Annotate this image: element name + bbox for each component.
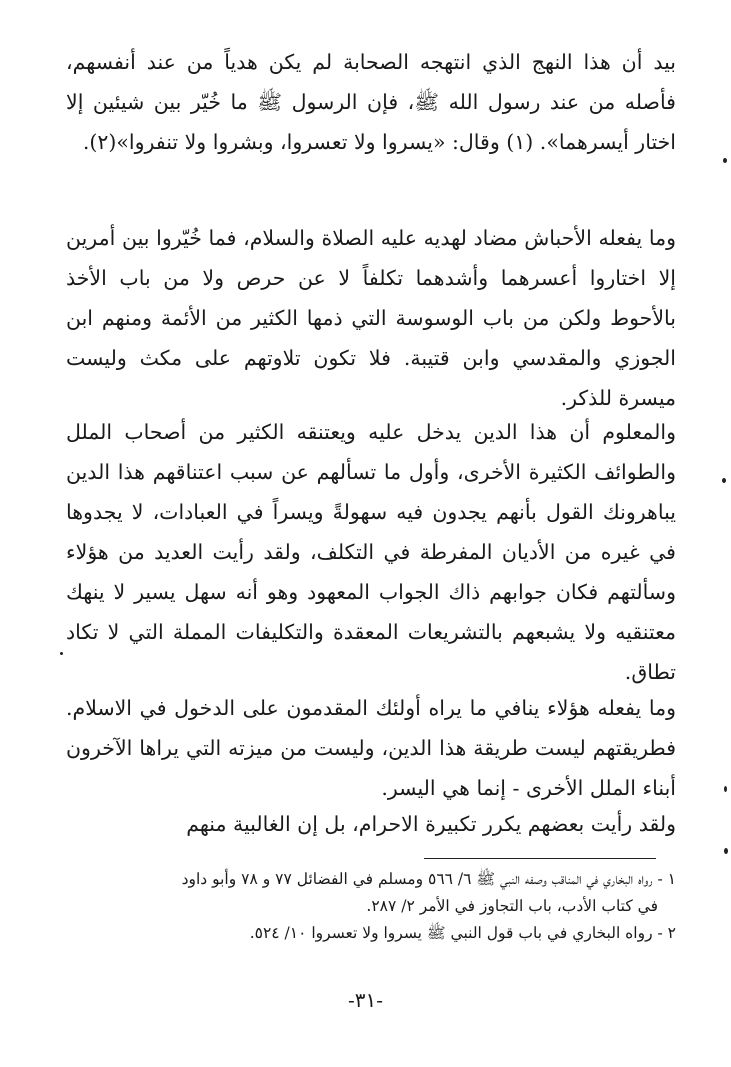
scan-speck (724, 786, 727, 792)
paragraph-1: بيد أن هذا النهج الذي انتهجه الصحابة لم يكن هدياً من عند أنفسهم، فأصله من عند رسول الله ﷺ، فإن الرسول ﷺ ما خُيّر بين شيئين إلا اختار أيسرهما». (١) وقال: «يسروا ولا تعسروا، وبشروا ولا تنفروا»(٢). (66, 50, 676, 154)
scan-speck (723, 158, 727, 163)
paragraph-5: ولقد رأيت بعضهم يكرر تكبيرة الاحرام، بل إن الغالبية منهم (186, 812, 676, 836)
paragraph-4: وما يفعله هؤلاء ينافي ما يراه أولئك المقدمون على الدخول في الاسلام. فطريقتهم ليست طريقة هذا الدين، وليست من ميزته التي يراها الآخرون أبناء الملل الأخرى - إنما هي اليسر. (66, 696, 676, 800)
scan-speck (724, 848, 728, 854)
paragraph-2: وما يفعله الأحباش مضاد لهديه عليه الصلاة والسلام، فما خُيّروا بين أمرين إلا اختاروا أعسرهما وأشدهما تكلفاً لا عن حرص ولا من باب الأخذ بالأحوط ولكن من باب الوسوسة التي ذمها الكثير من الأئمة ومنهم ابن الجوزي والمقدسي وابن قتيبة. فلا تكون تلاوتهم على مكث وليست ميسرة للذكر. (66, 226, 676, 410)
page-number: -٣١- (347, 988, 383, 1012)
footnote-divider (424, 858, 656, 859)
paragraph-3: والمعلوم أن هذا الدين يدخل عليه ويعتنقه الكثير من أصحاب الملل والطوائف الكثيرة الأخرى، وأول ما تسألهم عن سبب اعتناقهم هذا الدين يباهرونك القول بأنهم يجدون فيه سهولةً ويسراً في العبادات، لا يجدوها في غيره من الأديان المفرطة في التكلف، ولقد رأيت العديد من هؤلاء وسألتهم فكان جوابهم ذاك الجواب المعهود وهو أنه سهل يسير لا ينهك معتنقيه ولا يشبعهم بالتشريعات المعقدة والتكليفات المملة التي لا تكاد تطاق. (66, 420, 676, 684)
footnote-1-continuation: في كتاب الأدب، باب التجاوز في الأمر ٢/ ٢٨٧. (366, 897, 658, 915)
scan-speck (722, 478, 726, 483)
footnote-1: ١ - رواه البخاري في المناقب وصفه النبي ﷺ ٦/ ٥٦٦ ومسلم في الفضائل ٧٧ و ٧٨ وأبو داود (181, 870, 676, 888)
footnotes (66, 866, 676, 947)
footnote-2: ٢ - رواه البخاري في باب قول النبي ﷺ يسروا ولا تعسروا ١٠/ ٥٢٤. (249, 924, 676, 942)
scan-speck (60, 652, 63, 655)
